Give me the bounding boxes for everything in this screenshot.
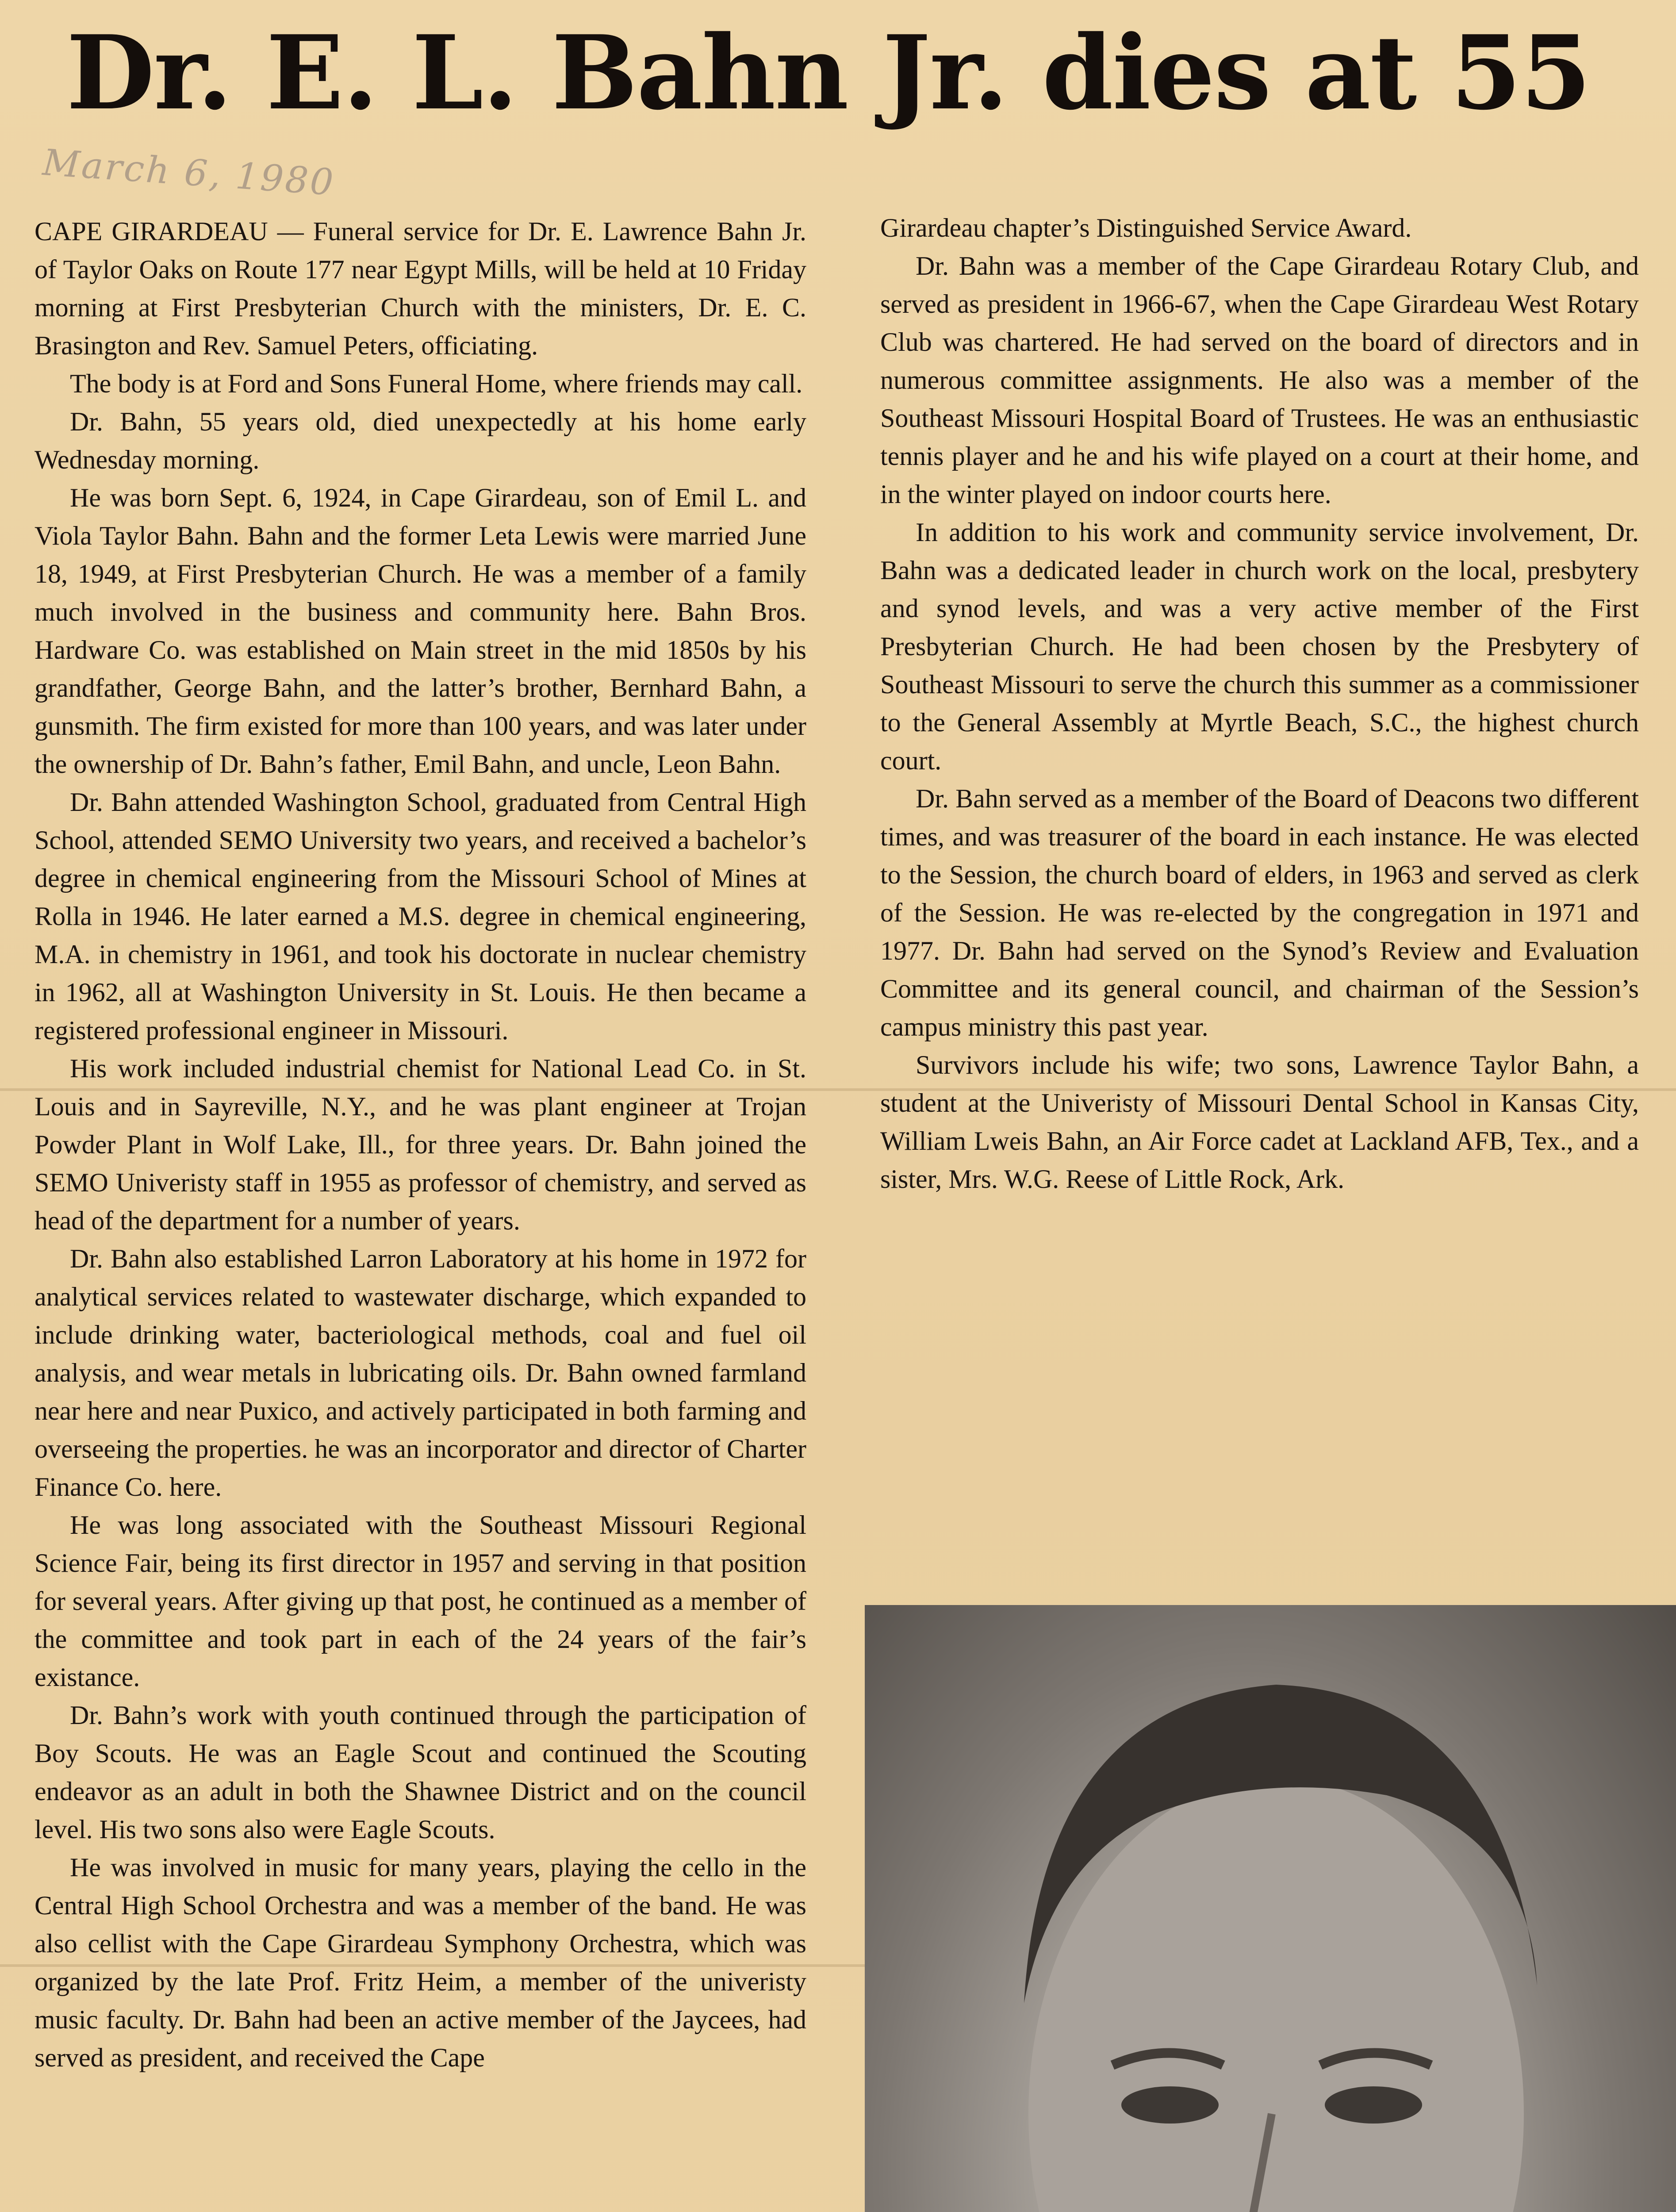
left-eye-shape: [1121, 2086, 1219, 2124]
article-paragraph: Survivors include his wife; two sons, Lawrence Taylor Bahn, a student at the Univeristy of Missouri Dental School in Kansas City, William Lweis Bahn, an Air Force cadet at Lackland AFB, Tex., and a sister, Mrs. W.G. Reese of Little Rock, Ark.: [880, 1050, 1639, 1194]
article-right-column: [880, 209, 1639, 1198]
handwritten-date: March 6, 1980: [41, 142, 337, 204]
right-eye-shape: [1325, 2086, 1422, 2124]
article-paragraph: In addition to his work and community service involvement, Dr. Bahn was a dedicated leader in church work on the local, presbytery and synod levels, and was a very active member of the First Presbyterian Church. He had been chosen by the Presbytery of Southeast Missouri to serve the church this summer as a commissioner to the General Assembly at Myrtle Beach, S.C., the highest church court.: [880, 518, 1639, 775]
article-paragraph: CAPE GIRARDEAU — Funeral service for Dr. E. Lawrence Bahn Jr. of Taylor Oaks on Route 177 near Egypt Mills, will be held at 10 Friday morning at First Presbyterian Church with the ministers, Dr. E. C. Brasington and Rev. Samuel Peters, officiating.: [35, 217, 806, 360]
article-paragraph: Dr. Bahn served as a member of the Board of Deacons two different times, and was treasurer of the board in each instance. He was elected to the Session, the church board of elders, in 1963 and served as clerk of the Session. He was re-elected by the congregation in 1971 and 1977. Dr. Bahn had served on the Synod’s Review and Evaluation Committee and its general council, and chairman of the Session’s campus ministry this past year.: [880, 784, 1639, 1041]
article-paragraph: Dr. Bahn, 55 years old, died unexpectedly at his home early Wednesday morning.: [35, 407, 806, 474]
article-paragraph: He was born Sept. 6, 1924, in Cape Girardeau, son of Emil L. and Viola Taylor Bahn. Bahn and the former Leta Lewis were married June 18, 1949, at First Presbyterian Church. He was a member of a family much involved in the business and community here. Bahn Bros. Hardware Co. was established on Main street in the mid 1850s by his grandfather, George Bahn, and the latter’s brother, Bernhard Bahn, a gunsmith. The firm existed for more than 100 years, and was later under the ownership of Dr. Bahn’s father, Emil Bahn, and uncle, Leon Bahn.: [35, 483, 806, 779]
portrait-photo: [865, 1605, 1676, 2212]
article-paragraph: He was long associated with the Southeast Missouri Regional Science Fair, being its first director in 1957 and serving in that position for several years. After giving up that post, he continued as a member of the committee and took part in each of the 24 years of the fair’s existance.: [35, 1510, 806, 1692]
article-paragraph: He was involved in music for many years, playing the cello in the Central High School Orchestra and was a member of the band. He was also cellist with the Cape Girardeau Symphony Orchestra, which was organized by the late Prof. Fritz Heim, a member of the univeristy music faculty. Dr. Bahn had been an active member of the Jaycees, had served as president, and received the Cape: [35, 1853, 806, 2072]
article-paragraph: The body is at Ford and Sons Funeral Home, where friends may call.: [70, 369, 803, 398]
article-paragraph: Dr. Bahn attended Washington School, graduated from Central High School, attended SEMO University two years, and received a bachelor’s degree in chemical engineering from the Missouri School of Mines at Rolla in 1946. He later earned a M.S. degree in chemical engineering, M.A. in chemistry in 1961, and took his doctorate in nuclear chemistry in 1962, all at Washington University in St. Louis. He then became a registered professional engineer in Missouri.: [35, 787, 806, 1045]
article-left-column: [35, 212, 806, 2077]
headline: Dr. E. L. Bahn Jr. dies at 55: [66, 13, 1591, 133]
article-paragraph: Dr. Bahn also established Larron Laboratory at his home in 1972 for analytical services related to wastewater discharge, which expanded to include drinking water, bacteriological methods, coal and fuel oil analysis, and wear metals in lubricating oils. Dr. Bahn owned farmland near here and near Puxico, and actively participated in both farming and overseeing the properties. he was an incorporator and director of Charter Finance Co. here.: [35, 1244, 806, 1502]
article-paragraph: Girardeau chapter’s Distinguished Service Award.: [880, 213, 1412, 242]
portrait-illustration: [865, 1605, 1676, 2212]
article-paragraph: Dr. Bahn’s work with youth continued through the participation of Boy Scouts. He was an Eagle Scout and continued the Scouting endeavor as an adult in both the Shawnee District and on the council level. His two sons also were Eagle Scouts.: [35, 1701, 806, 1844]
article-paragraph: His work included industrial chemist for National Lead Co. in St. Louis and in Sayreville, N.Y., and he was plant engineer at Trojan Powder Plant in Wolf Lake, Ill., for three years. Dr. Bahn joined the SEMO Univeristy staff in 1955 as professor of chemistry, and served as head of the department for a number of years.: [35, 1054, 806, 1235]
article-paragraph: Dr. Bahn was a member of the Cape Girardeau Rotary Club, and served as president in 1966-67, when the Cape Girardeau West Rotary Club was chartered. He had served on the board of directors and in numerous committee assignments. He also was a member of the Southeast Missouri Hospital Board of Trustees. He was an enthusiastic tennis player and he and his wife played on a court at their home, and in the winter played on indoor courts here.: [880, 251, 1639, 509]
